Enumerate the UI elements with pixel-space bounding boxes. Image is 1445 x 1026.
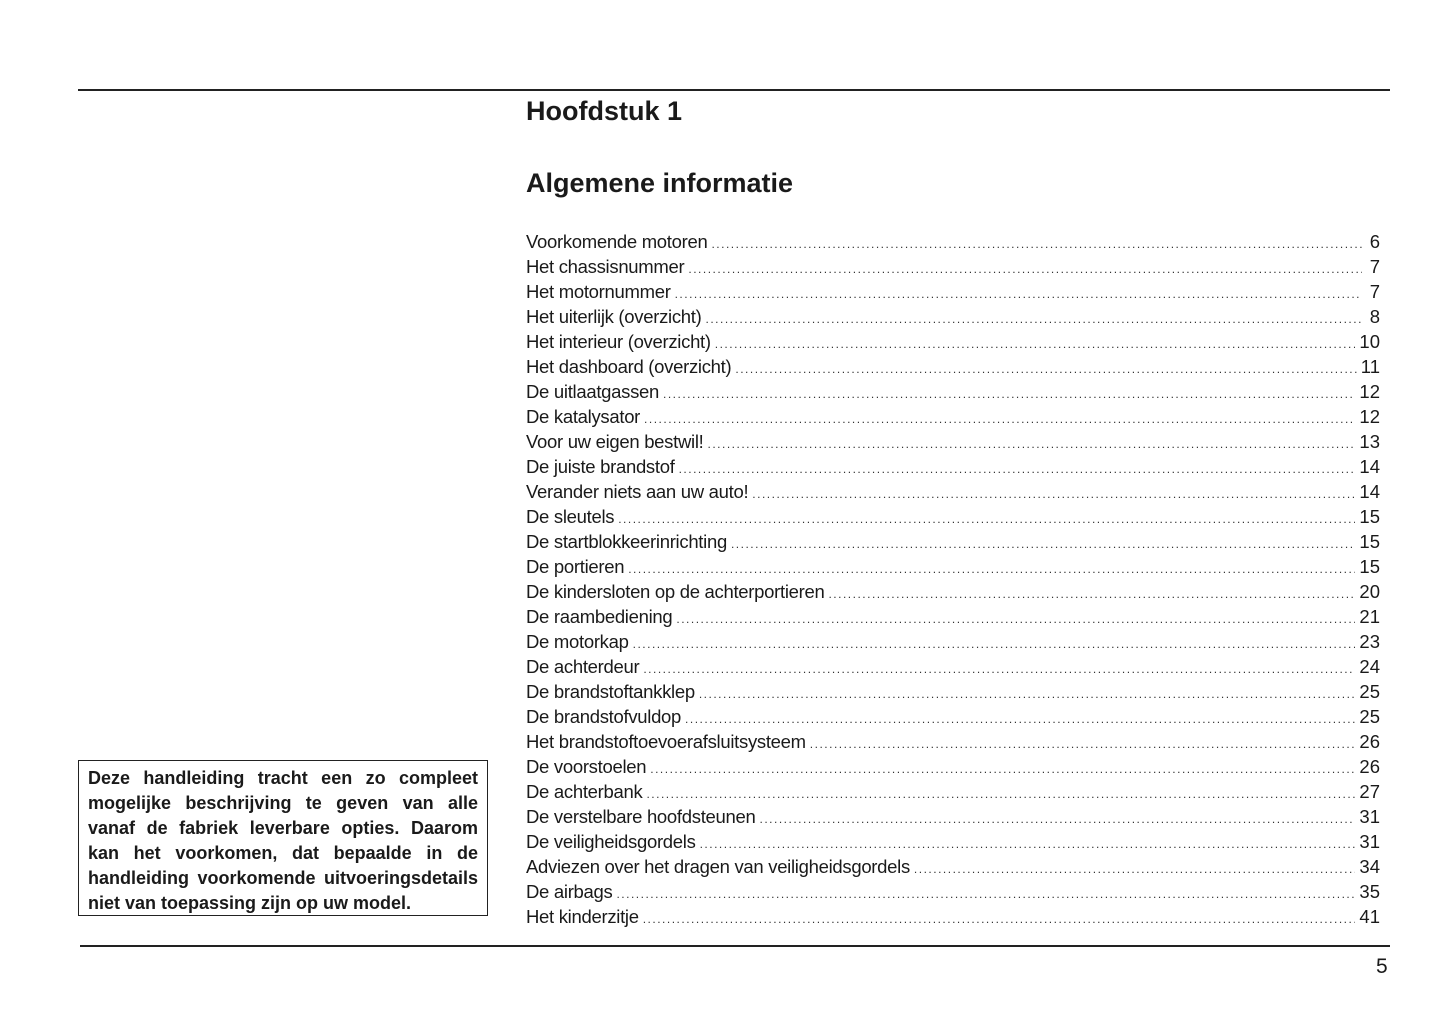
toc-entry[interactable] xyxy=(526,354,1380,379)
toc-entry[interactable] xyxy=(526,304,1380,329)
dot-leader xyxy=(715,332,1356,357)
toc-entry-page: 15 xyxy=(1359,556,1380,577)
toc-entry-label: De achterbank xyxy=(526,781,643,802)
dot-leader xyxy=(735,357,1356,382)
toc-entry[interactable] xyxy=(526,604,1380,629)
toc-entry-page: 6 xyxy=(1369,231,1380,252)
toc-entry-page: 24 xyxy=(1359,656,1380,677)
toc-entry-label: De katalysator xyxy=(526,406,641,427)
toc-entry-page: 15 xyxy=(1359,531,1380,552)
toc-entry-label: De airbags xyxy=(526,881,613,902)
toc-entry[interactable] xyxy=(526,504,1380,529)
toc-entry-label: Het motornummer xyxy=(526,281,671,302)
dot-leader xyxy=(676,607,1355,632)
toc-entry-page: 12 xyxy=(1359,406,1380,427)
toc-entry-page: 8 xyxy=(1369,306,1380,327)
toc-entry[interactable] xyxy=(526,554,1380,579)
dot-leader xyxy=(810,732,1356,757)
chapter-heading: Hoofdstuk 1 xyxy=(526,96,683,126)
toc-entry-page: 31 xyxy=(1359,831,1380,852)
toc-entry-page: 23 xyxy=(1359,631,1380,652)
toc-entry[interactable] xyxy=(526,579,1380,604)
bottom-divider xyxy=(80,945,1390,947)
dot-leader xyxy=(643,907,1356,932)
toc-entry-page: 41 xyxy=(1359,906,1380,927)
toc-entry-label: De veiligheidsgordels xyxy=(526,831,696,852)
toc-entry-page: 31 xyxy=(1359,806,1380,827)
toc-entry-page: 26 xyxy=(1359,731,1380,752)
toc-entry[interactable] xyxy=(526,379,1380,404)
toc-entry[interactable] xyxy=(526,779,1380,804)
dot-leader xyxy=(633,632,1356,657)
dot-leader xyxy=(699,682,1356,707)
dot-leader xyxy=(706,307,1363,332)
dot-leader xyxy=(688,257,1362,282)
dot-leader xyxy=(675,282,1362,307)
toc-entry-page: 20 xyxy=(1359,581,1380,602)
toc-entry-label: De portieren xyxy=(526,556,625,577)
toc-entry-label: De juiste brandstof xyxy=(526,456,675,477)
toc-entry-label: De raambediening xyxy=(526,606,673,627)
toc-entry-label: Het interieur (overzicht) xyxy=(526,331,711,352)
toc-entry-label: De startblokkeerinrichting xyxy=(526,531,727,552)
toc-entry-page: 34 xyxy=(1359,856,1380,877)
dot-leader xyxy=(650,757,1355,782)
dot-leader xyxy=(914,857,1356,882)
dot-leader xyxy=(643,657,1355,682)
toc-entry-label: De uitlaatgassen xyxy=(526,381,660,402)
toc-entry-label: Adviezen over het dragen van veiligheidsgordels xyxy=(526,856,910,877)
toc-entry[interactable] xyxy=(526,729,1380,754)
dot-leader xyxy=(731,532,1355,557)
dot-leader xyxy=(679,457,1356,482)
toc-entry-label: Voorkomende motoren xyxy=(526,231,708,252)
toc-entry-label: De voorstoelen xyxy=(526,756,647,777)
toc-entry[interactable] xyxy=(526,704,1380,729)
page-number: 5 xyxy=(1376,955,1388,978)
table-of-contents xyxy=(526,229,1380,929)
toc-entry-label: Het chassisnummer xyxy=(526,256,685,277)
toc-entry[interactable] xyxy=(526,329,1380,354)
toc-entry-label: Verander niets aan uw auto! xyxy=(526,481,749,502)
toc-entry-page: 12 xyxy=(1359,381,1380,402)
toc-entry[interactable] xyxy=(526,479,1380,504)
toc-entry[interactable] xyxy=(526,879,1380,904)
toc-entry-label: De brandstoftankklep xyxy=(526,681,695,702)
dot-leader xyxy=(752,482,1355,507)
toc-entry-page: 11 xyxy=(1360,356,1380,377)
toc-entry[interactable] xyxy=(526,429,1380,454)
dot-leader xyxy=(616,882,1355,907)
toc-entry-label: Het kinderzitje xyxy=(526,906,639,927)
toc-entry[interactable] xyxy=(526,629,1380,654)
section-title: Algemene informatie xyxy=(526,168,794,198)
toc-entry-page: 10 xyxy=(1359,331,1380,352)
toc-entry[interactable] xyxy=(526,279,1380,304)
toc-entry-label: De sleutels xyxy=(526,506,615,527)
toc-entry[interactable] xyxy=(526,529,1380,554)
dot-leader xyxy=(618,507,1355,532)
toc-entry-page: 15 xyxy=(1359,506,1380,527)
dot-leader xyxy=(707,432,1355,457)
toc-entry-label: De brandstofvuldop xyxy=(526,706,682,727)
toc-entry-label: Het uiterlijk (overzicht) xyxy=(526,306,702,327)
dot-leader xyxy=(759,807,1355,832)
toc-entry-page: 26 xyxy=(1359,756,1380,777)
toc-entry-page: 7 xyxy=(1369,256,1380,277)
toc-entry[interactable] xyxy=(526,829,1380,854)
dot-leader xyxy=(644,407,1355,432)
toc-entry[interactable] xyxy=(526,229,1380,254)
toc-entry[interactable] xyxy=(526,754,1380,779)
toc-entry-label: De motorkap xyxy=(526,631,629,652)
toc-entry-page: 25 xyxy=(1359,681,1380,702)
toc-entry-label: De verstelbare hoofdsteunen xyxy=(526,806,756,827)
top-divider xyxy=(78,89,1390,91)
toc-entry-label: Het brandstoftoevoerafsluitsysteem xyxy=(526,731,806,752)
dot-leader xyxy=(711,232,1362,257)
dot-leader xyxy=(828,582,1355,607)
toc-entry-page: 35 xyxy=(1359,881,1380,902)
toc-entry-label: Het dashboard (overzicht) xyxy=(526,356,732,377)
disclaimer-box: Deze handleiding tracht een zo compleet mogelijke beschrijving te geven van alle vanaf de fabriek leverbare opties. Daarom kan het voorkomen, dat bepaalde in de handleiding voorkomende uitvoeringsdetails niet van toepassing zijn op uw model. xyxy=(78,760,488,916)
toc-entry[interactable] xyxy=(526,904,1380,929)
toc-entry-page: 14 xyxy=(1359,481,1380,502)
toc-entry-label: De kindersloten op de achterportieren xyxy=(526,581,825,602)
toc-entry-page: 7 xyxy=(1369,281,1380,302)
toc-entry-page: 13 xyxy=(1359,431,1380,452)
toc-entry[interactable] xyxy=(526,404,1380,429)
toc-entry-page: 21 xyxy=(1359,606,1380,627)
toc-entry[interactable] xyxy=(526,254,1380,279)
toc-entry-label: Voor uw eigen bestwil! xyxy=(526,431,704,452)
toc-entry[interactable] xyxy=(526,804,1380,829)
toc-entry[interactable] xyxy=(526,679,1380,704)
toc-entry-page: 25 xyxy=(1359,706,1380,727)
dot-leader xyxy=(663,382,1355,407)
toc-entry[interactable] xyxy=(526,454,1380,479)
toc-entry-label: De achterdeur xyxy=(526,656,640,677)
toc-entry[interactable] xyxy=(526,654,1380,679)
toc-entry-page: 27 xyxy=(1359,781,1380,802)
toc-entry-page: 14 xyxy=(1359,456,1380,477)
toc-entry[interactable] xyxy=(526,854,1380,879)
